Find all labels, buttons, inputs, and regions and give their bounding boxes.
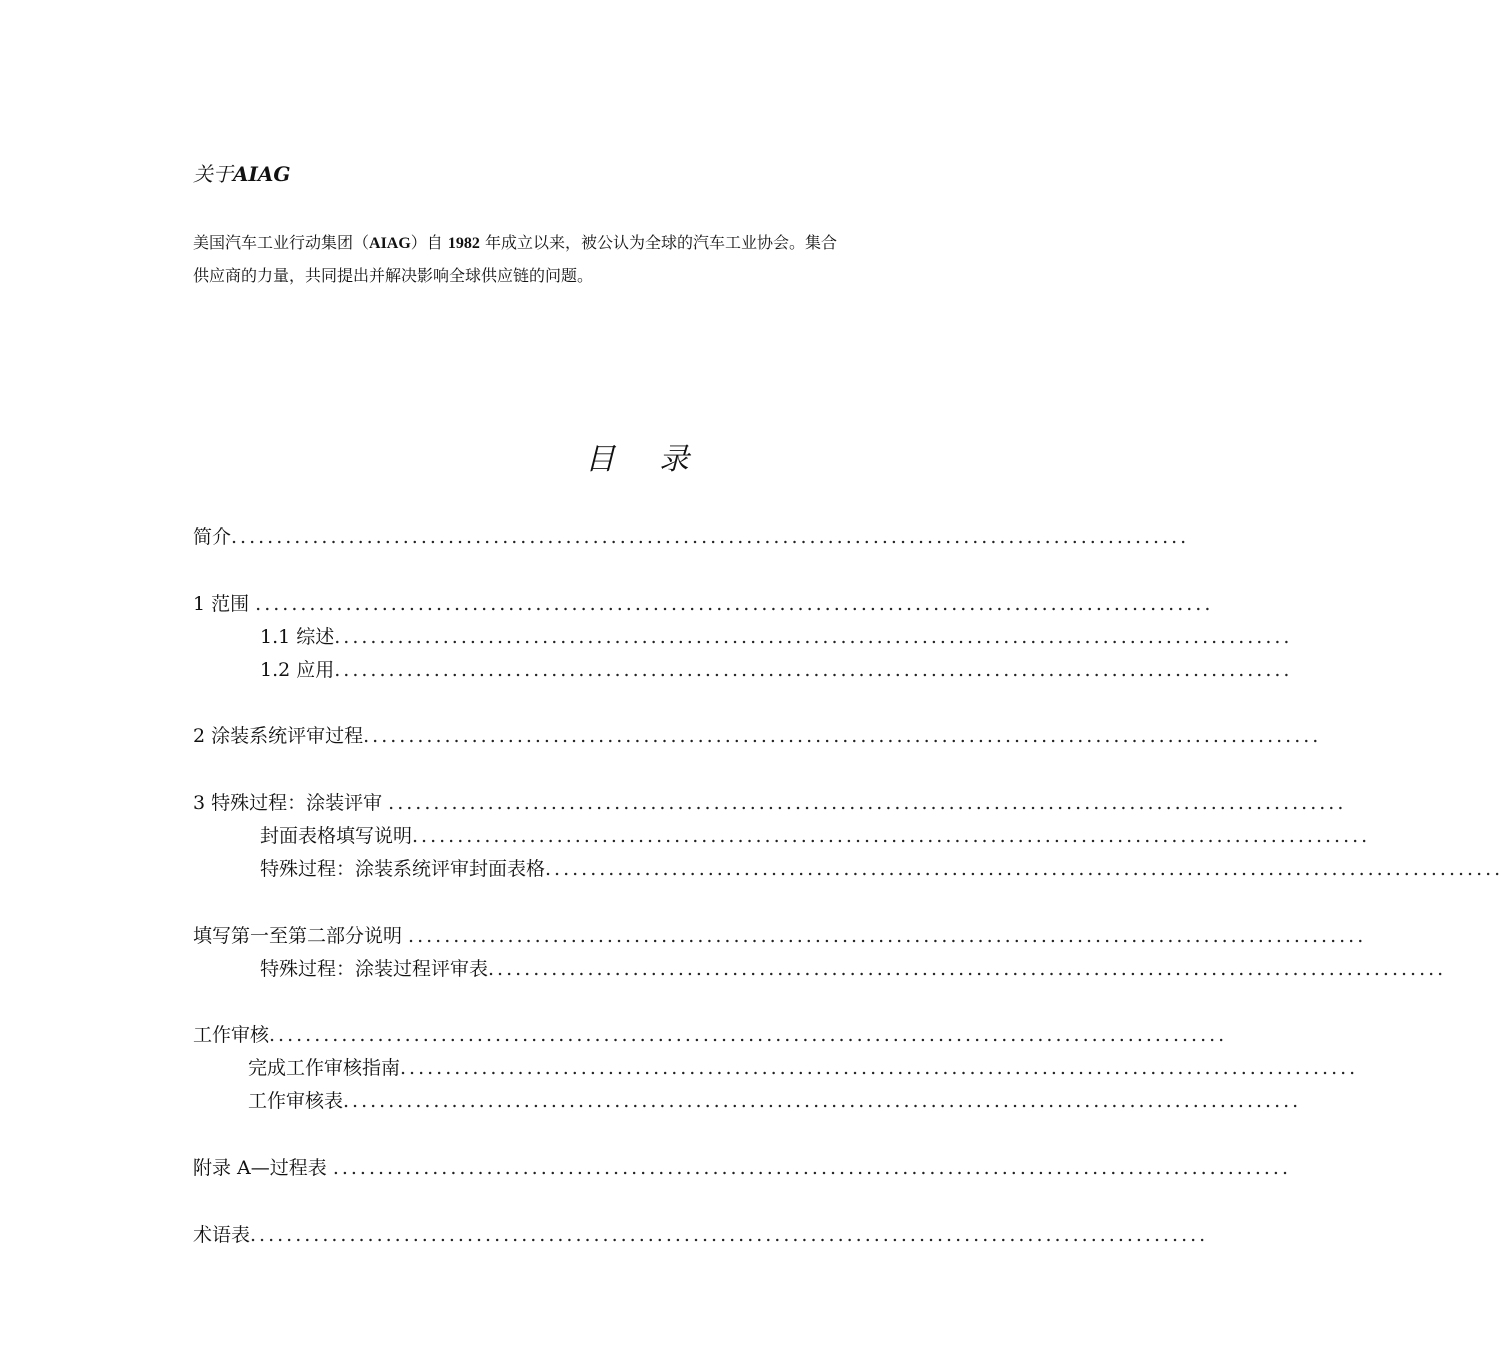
toc-leader-dots: .......................................................................................................... [250, 1224, 1209, 1246]
toc-title: 目录 [585, 442, 733, 477]
toc-entry-label: 填写第一至第二部分说明 [193, 925, 409, 947]
toc-entry[interactable] [193, 1021, 1228, 1049]
toc-entry-label: 特殊过程：涂装系统评审封面表格 [260, 858, 546, 880]
toc-leader-dots: .......................................................................................................... [488, 958, 1447, 980]
about-heading-prefix: 关于 [193, 162, 233, 186]
toc-leader-dots: .......................................................................................................... [412, 825, 1371, 847]
toc-entry[interactable] [260, 955, 1447, 983]
about-text-1e: 年成立以来，被公认为全球的汽车工业协会。集合 [479, 233, 837, 252]
toc-entry[interactable] [193, 922, 1367, 950]
toc-entry-label: 工作审核 [193, 1024, 270, 1046]
toc-leader-dots: .......................................................................................................... [255, 593, 1214, 615]
toc-entry-label: 特殊过程：涂装过程评审表 [260, 958, 489, 980]
about-heading-brand: AIAG [233, 162, 291, 186]
toc-entry[interactable] [193, 1154, 1292, 1182]
toc-leader-dots: .......................................................................................................... [343, 1090, 1302, 1112]
about-paragraph-line-2: 供应商的力量，共同提出并解决影响全球供应链的问题。 [193, 266, 594, 285]
toc-leader-dots: .......................................................................................................... [334, 626, 1293, 648]
toc-leader-dots: .......................................................................................................... [231, 526, 1190, 548]
toc-entry-label: 术语表 [193, 1224, 251, 1246]
toc-leader-dots: .......................................................................................................... [388, 792, 1347, 814]
toc-leader-dots: .......................................................................................................... [545, 858, 1503, 880]
toc-entry-label: 3 特殊过程：涂装评审 [193, 792, 389, 814]
toc-entry[interactable] [193, 722, 1322, 750]
toc-leader-dots: .......................................................................................................... [363, 725, 1322, 747]
toc-entry-label: 工作审核表 [248, 1090, 344, 1112]
toc-entry-label: 封面表格填写说明 [260, 825, 413, 847]
toc-leader-dots: .......................................................................................................... [332, 1157, 1292, 1179]
toc-entry-label: 2 涂装系统评审过程 [193, 725, 364, 747]
toc-entry[interactable] [260, 822, 1371, 850]
toc-entry-label: 1 范围 [193, 593, 256, 615]
about-text-1d: 1982 [447, 235, 480, 252]
toc-entry[interactable] [193, 1221, 1209, 1249]
about-text-1b: AIAG [369, 235, 411, 252]
toc-entry-label: 简介 [193, 526, 232, 548]
toc-entry-label: 完成工作审核指南 [248, 1057, 401, 1079]
about-text-1c: ）自 [410, 233, 448, 252]
toc-entry-label: 1.2 应用 [260, 659, 335, 681]
toc-entry[interactable] [193, 590, 1214, 618]
toc-leader-dots: .......................................................................................................... [269, 1024, 1228, 1046]
toc-entry-label: 1.1 综述 [260, 626, 335, 648]
toc-entry-label: 附录 A—过程表 [193, 1157, 333, 1179]
toc-entry[interactable] [260, 623, 1293, 651]
toc-entry[interactable] [248, 1054, 1359, 1082]
toc-leader-dots: .......................................................................................................... [400, 1057, 1359, 1079]
toc-leader-dots: .......................................................................................................... [408, 925, 1367, 947]
toc-entry[interactable] [260, 855, 1503, 883]
about-text-1a: 美国汽车工业行动集团（ [193, 233, 370, 252]
toc-entry[interactable] [193, 523, 1190, 551]
toc-entry[interactable] [260, 656, 1293, 684]
toc-entry[interactable] [248, 1087, 1302, 1115]
toc-leader-dots: .......................................................................................................... [334, 659, 1293, 681]
toc-entry[interactable] [193, 789, 1347, 817]
